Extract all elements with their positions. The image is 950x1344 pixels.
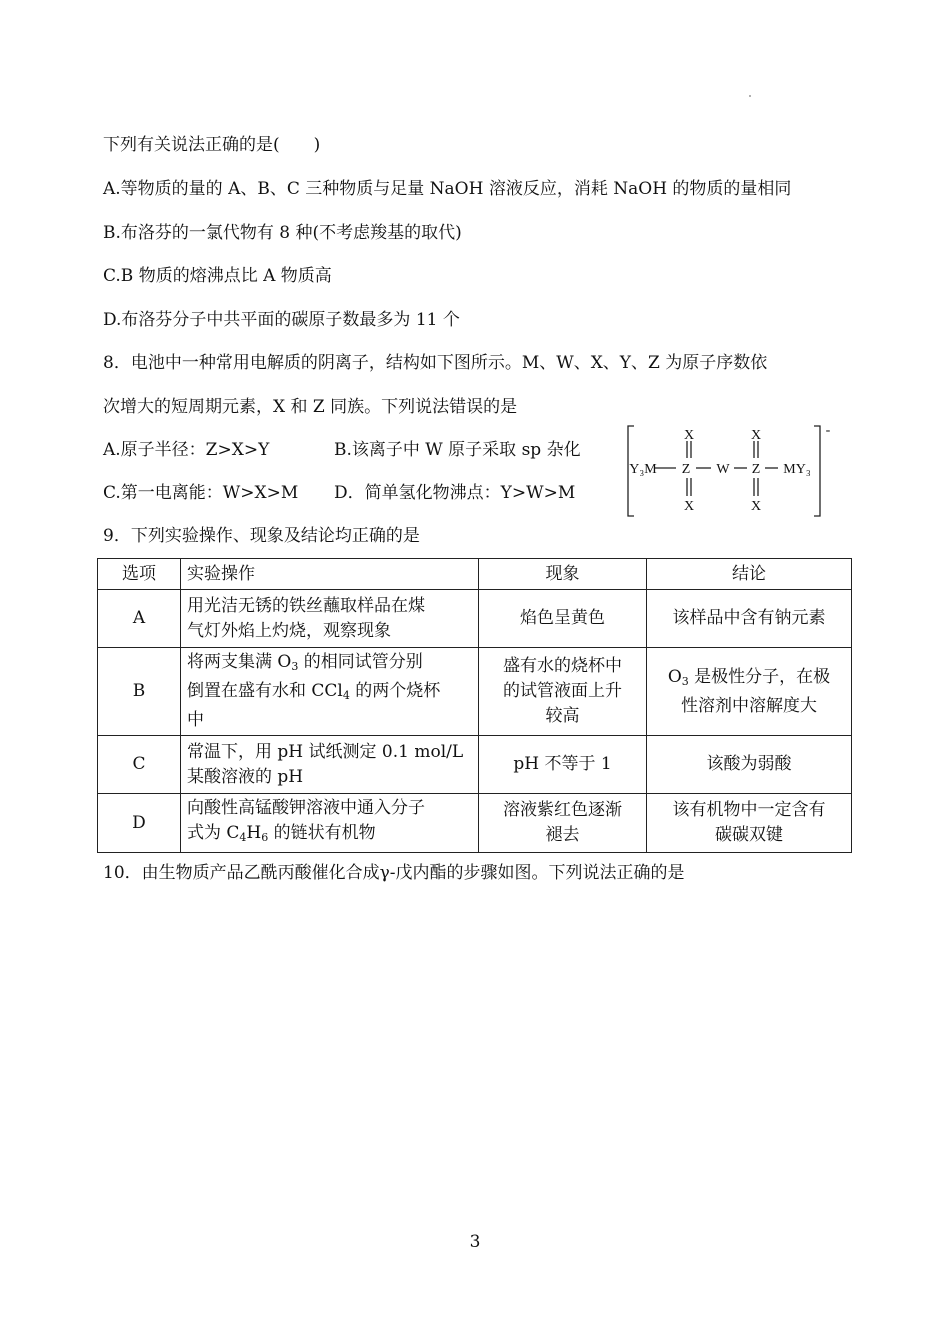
q7-option-d: D.布洛芬分子中共平面的碳原子数最多为 11 个 (103, 310, 460, 330)
row-a-conclusion: 该样品中含有钠元素 (647, 590, 852, 648)
row-d-conclusion: 该有机物中一定含有 碳碳双键 (647, 794, 852, 853)
row-b-conclusion: $O_3$ 是极性分子，在极 性溶剂中溶解度大 (647, 648, 852, 736)
q8-option-c: C.第一电离能：W>X>M (103, 483, 299, 503)
table-row (98, 794, 852, 853)
z-left: Z (681, 462, 691, 477)
header-option: 选项 (98, 559, 181, 590)
row-c-option: C (98, 736, 181, 794)
row-a-operation-line: 用光洁无锈的铁丝蘸取样品在煤 (187, 595, 425, 616)
anion-structure-diagram (626, 424, 834, 520)
negative-charge: - (825, 424, 831, 438)
q7-option-b: B.布洛芬的一氯代物有 8 种(不考虑羧基的取代) (103, 223, 462, 243)
experiment-table (97, 558, 852, 853)
q8-option-d: D．简单氢化物沸点：Y>W>M (334, 483, 576, 503)
right-group: MY₃ (783, 462, 811, 477)
double-bond-top-2 (754, 441, 758, 458)
page-number: 3 (469, 1232, 481, 1252)
table-row (98, 590, 852, 648)
x-top-left: X (683, 428, 695, 443)
row-d-option: D (98, 794, 181, 853)
header-conclusion: 结论 (647, 559, 852, 590)
row-b-operation: 将两支集满 $O_3$ 的相同试管分别 倒置在盛有水和 CCl$_4$ 的两个烧杯 中 (181, 648, 479, 736)
q8-option-a: A.原子半径：Z>X>Y (103, 440, 270, 460)
row-a-phenomenon: 焰色呈黄色 (479, 590, 647, 648)
q8-stem-line2: 次增大的短周期元素，X 和 Z 同族。下列说法错误的是 (103, 397, 518, 417)
row-a-operation (181, 590, 479, 648)
w-center: W (716, 462, 730, 477)
double-bond-bottom-2 (754, 478, 758, 496)
z-right: Z (751, 462, 761, 477)
x-bottom-left: X (683, 499, 695, 514)
q7-stem: 下列有关说法正确的是( ) (103, 135, 321, 155)
row-d-operation: 向酸性高锰酸钾溶液中通入分子 式为 $C_4H_6$ 的链状有机物 (181, 794, 479, 853)
x-bottom-right: X (750, 499, 762, 514)
row-a-operation-line: 气灯外焰上灼烧，观察现象 (187, 620, 391, 641)
header-phenomenon: 现象 (479, 559, 647, 590)
row-a-option: A (98, 590, 181, 648)
right-bracket (814, 426, 820, 516)
table-row (98, 648, 852, 736)
header-operation: 实验操作 (181, 559, 479, 590)
scan-speck (749, 95, 751, 97)
q10-stem: 10．由生物质产品乙酰丙酸催化合成γ-戊内酯的步骤如图。下列说法正确的是 (103, 863, 685, 883)
left-group: Y₃M (629, 462, 657, 477)
q8-stem-line1: 8．电池中一种常用电解质的阴离子，结构如下图所示。M、W、X、Y、Z 为原子序数依 (103, 353, 768, 373)
q7-option-c: C.B 物质的熔沸点比 A 物质高 (103, 266, 332, 286)
table-header-row (98, 559, 852, 590)
q8-option-b: B.该离子中 W 原子采取 sp 杂化 (334, 440, 581, 460)
table-row (98, 736, 852, 794)
q7-option-a: A.等物质的量的 A、B、C 三种物质与足量 NaOH 溶液反应，消耗 NaOH 的物质的量相同 (103, 179, 792, 199)
row-c-phenomenon: pH 不等于 1 (479, 736, 647, 794)
double-bond-bottom-1 (687, 478, 691, 496)
x-top-right: X (750, 428, 762, 443)
row-c-conclusion: 该酸为弱酸 (647, 736, 852, 794)
q9-stem: 9．下列实验操作、现象及结论均正确的是 (103, 526, 420, 546)
double-bond-top-1 (687, 441, 691, 458)
row-b-option: B (98, 648, 181, 736)
row-c-operation: 常温下，用 pH 试纸测定 0.1 mol/L 某酸溶液的 pH (181, 736, 479, 794)
row-b-phenomenon: 盛有水的烧杯中 的试管液面上升 较高 (479, 648, 647, 736)
row-d-phenomenon: 溶液紫红色逐渐 褪去 (479, 794, 647, 853)
